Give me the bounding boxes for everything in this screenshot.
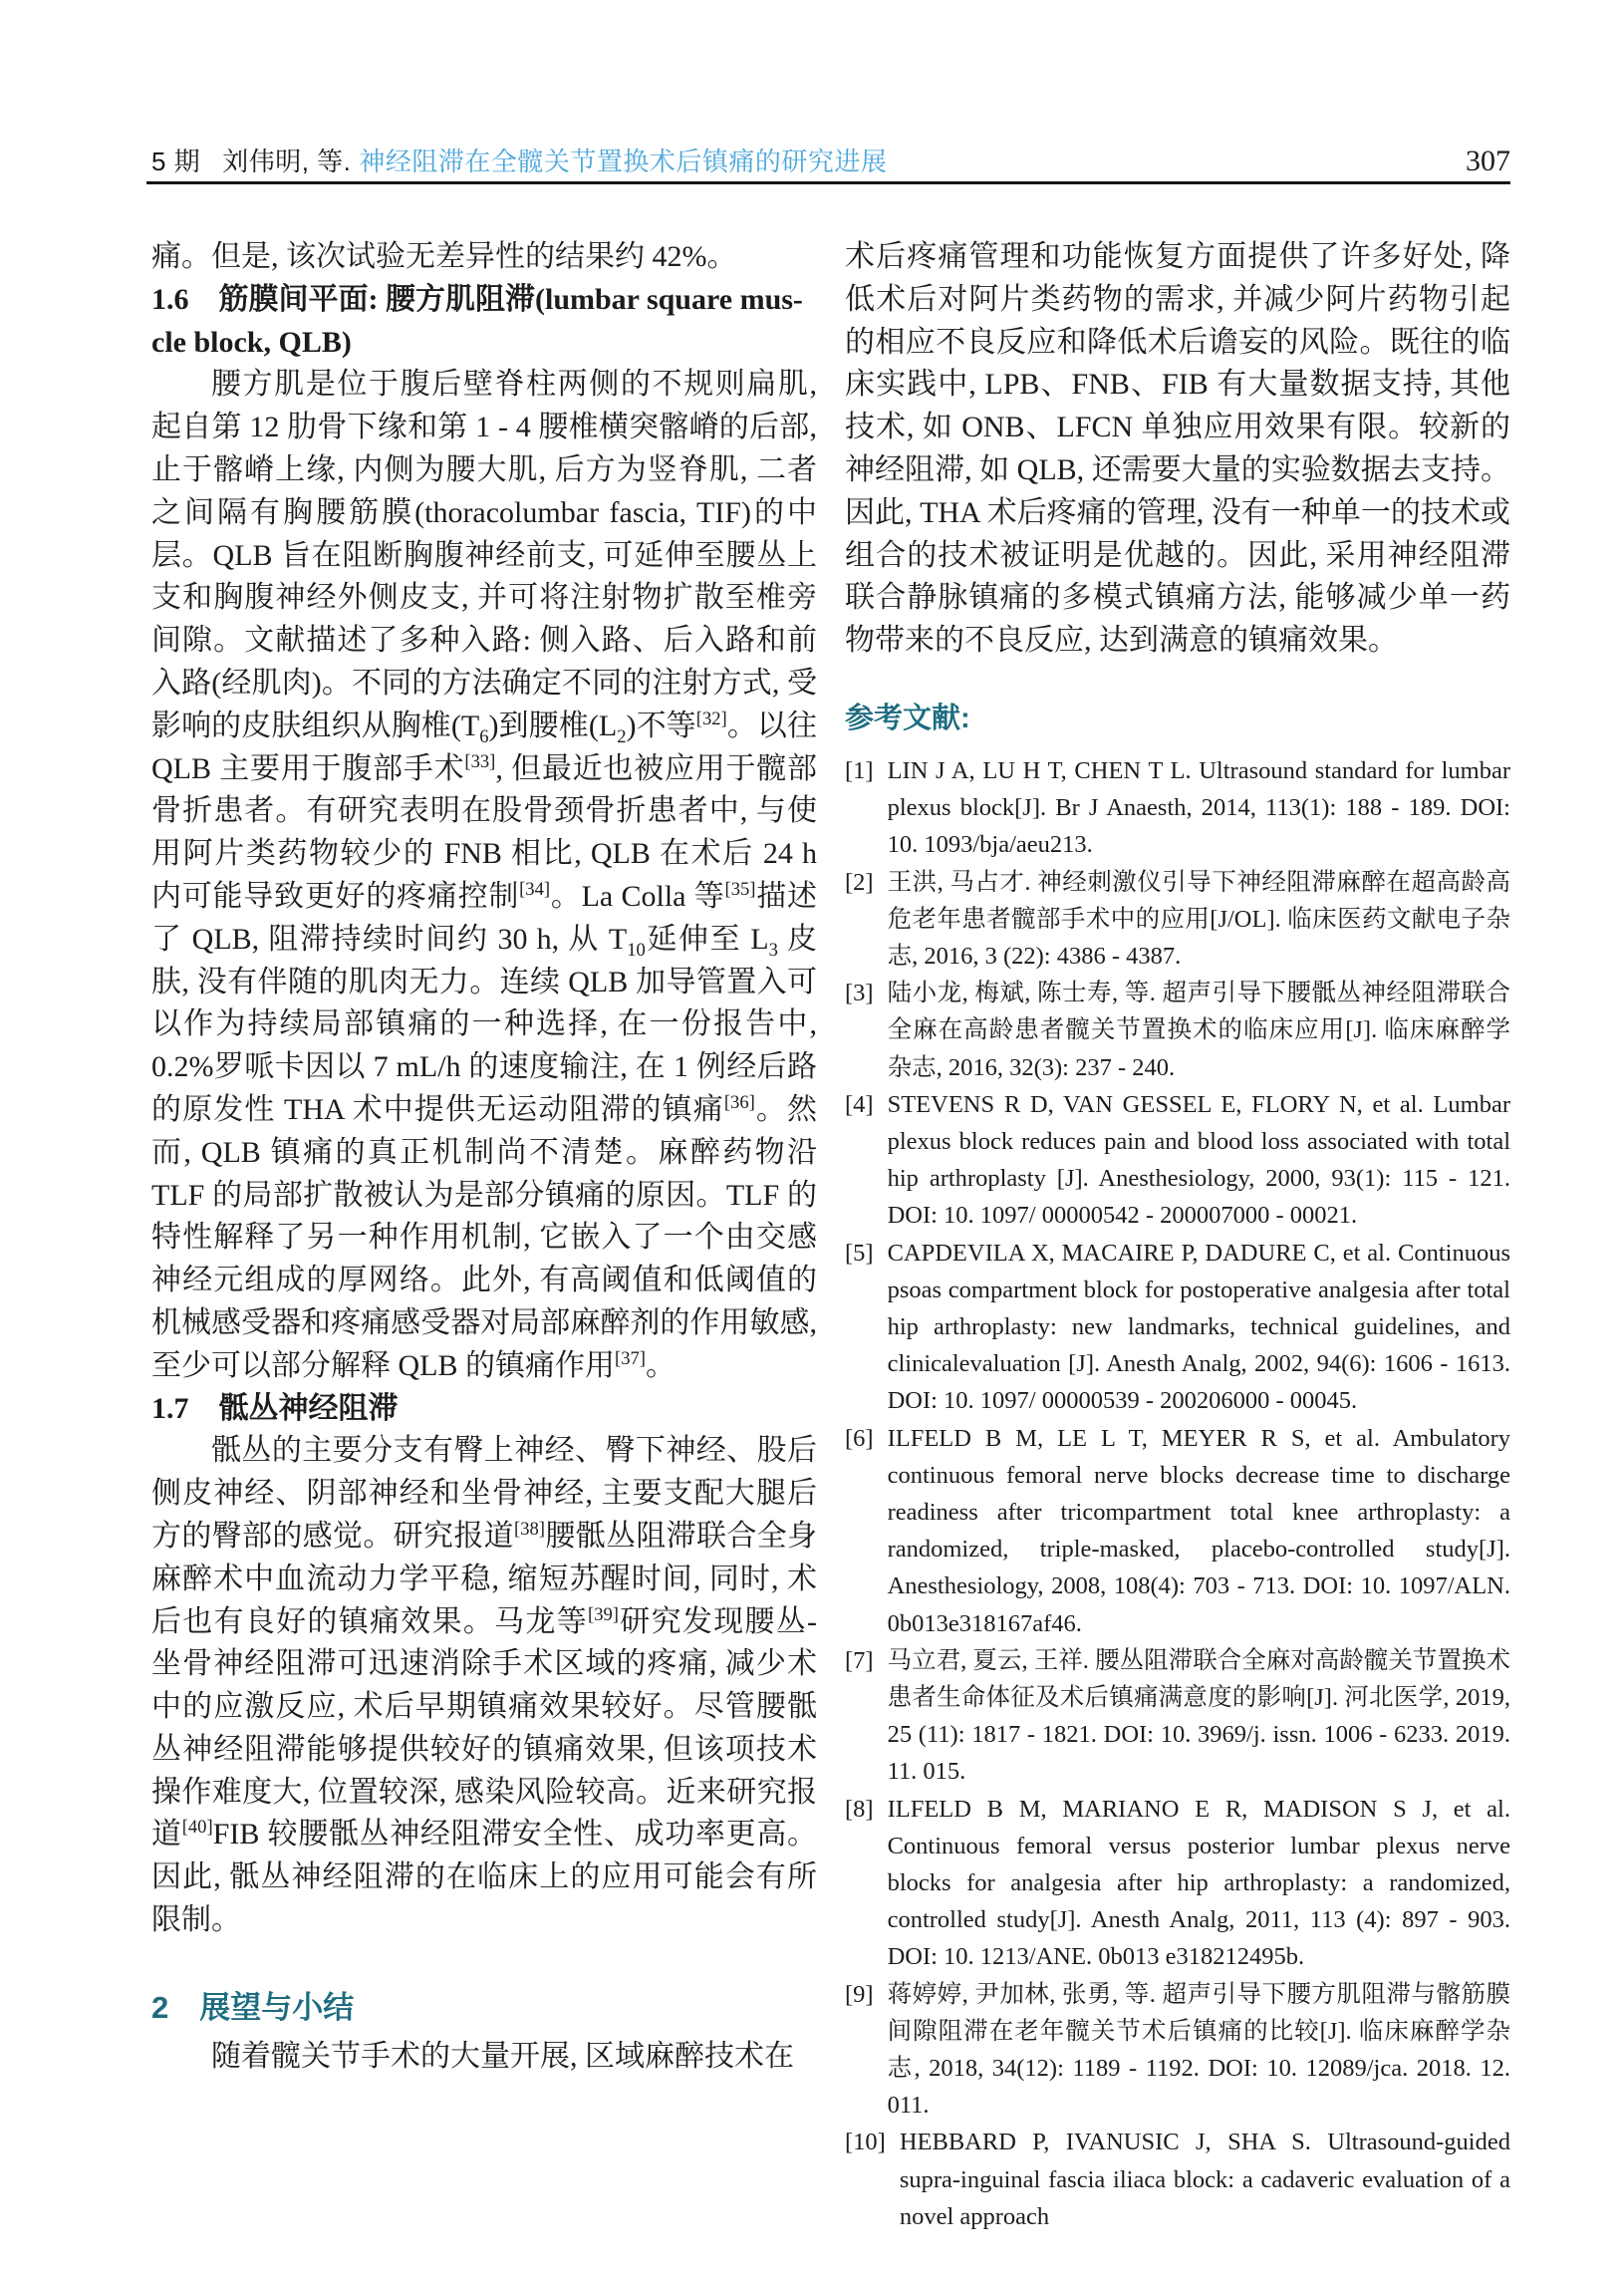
summary-paragraph [845,236,1510,663]
reference-text [888,1642,1510,1791]
citation-superscript: [38] [514,1518,545,1540]
citation-superscript: [37] [615,1347,646,1369]
text-run: ILFELD B M, MARIANO E R, MADISON S J, et al. Continuous femoral versus posterior lumbar plexus nerve blocks for analgesia after hip arthroplasty: a randomized, controlled study[J]. Anesth Analg, 2011, 113 (4): 897 - 903. DOI: 10. 1213/ANE. 0b013 e318212495b. [887,1795,1510,1971]
text-run: 2 展望与小结 [151,1989,355,2025]
text-run: 1.7 骶丛神经阻滞 [151,1391,399,1425]
text-run: CAPDEVILA X, MACAIRE P, DADURE C, et al. Continuous psoas compartment block for postoperative analgesia after total hip arthroplasty: new landmarks, technical guidelines, and clinicalevaluation [J]. Anesth Analg, 2002, 94(6): 1606 - 1613. DOI: 10. 1097/ 00000539 - 200206000 - 00045. [887,1239,1510,1415]
subscript: 2 [617,725,627,747]
text-run: STEVENS R D, VAN GESSEL E, FLORY N, et al. Lumbar plexus block reduces pain and blood loss associated with total hip arthroplasty [J]. Anesthesiology, 2000, 93(1): 115 - 121. DOI: 10. 1097/ 00000542 - 200007000 - 00021. [887,1090,1510,1230]
text-run: 。La Colla 等 [550,879,725,913]
reference-8 [845,1791,1510,1976]
text-run: 。然而, QLB 镇痛的真正机制尚不清楚。麻醉药物沿 TLF 的局部扩散被认为是部分镇痛的原因。TLF 的特性解释了另一种作用机制, 它嵌入了一个由交感神经元组成的厚网络。此外, 有高阈值和低阈值的机械感受器和疼痛感受器对局部麻醉剂的作用敏感, 至少可以部分解释 QLB 的镇痛作用 [151,1092,818,1382]
header-rule [146,181,1510,184]
reference-text [888,1235,1510,1420]
citation-superscript: [35] [724,878,756,900]
text-run: cle block, QLB) [151,325,352,359]
citation-superscript: [36] [723,1091,755,1113]
reference-9 [845,1976,1510,2125]
reference-2 [845,864,1510,976]
text-run: 腰骶丛阻滞联合全身麻醉术中血流动力学平稳, 缩短苏醒时间, 同时, 术后也有良好的镇痛效果。马龙等 [151,1519,818,1638]
text-run: )不等 [626,709,696,742]
reference-label: [3] [845,980,874,1007]
text-run: HEBBARD P, IVANUSIC J, SHA S. Ultrasound-guided supra-inguinal fascia iliaca block: a cadaveric evaluation of a novel approach [899,2129,1510,2230]
reference-text [888,1420,1510,1642]
subscript: 10 [627,939,646,961]
reference-label: [4] [845,1090,874,1118]
references-heading [845,699,1510,738]
text-run: 陆小龙, 梅斌, 陈士寿, 等. 超声引导下腰骶丛神经阻滞联合全麻在高龄患者髋关节置换术的临床应用[J]. 临床麻醉学杂志, 2016, 32(3): 237 - 240. [887,980,1510,1081]
reference-label: [2] [845,868,874,896]
text-run: 腰方肌是位于腹后壁脊柱两侧的不规则扁肌, 起自第 12 肋骨下缘和第 1 - 4 腰椎横突髂嵴的后部, 止于髂嵴上缘, 内侧为腰大肌, 后方为竖脊肌, 二者之间隔有胸腰筋膜(thoracolumbar fascia, TIF)的中层。QLB 旨在阻断胸腹神经前支, 可延伸至腰丛上支和胸腹神经外侧皮支, 并可将注射物扩散至椎旁间隙。文献描述了多种入路: 侧入路、后入路和前入路(经肌肉)。不同的方法确定不同的注射方式, 受影响的皮肤组织从胸椎(T [151,368,817,742]
sacral-plexus-paragraph [151,1430,817,1942]
text-run: LIN J A, LU H T, CHEN T L. Ultrasound standard for lumbar plexus block[J]. Br J Anaesth, 2014, 113(1): 188 - 189. DOI: 10. 1093/bja/aeu213. [887,756,1510,859]
text-run: , 但最近也被应用于髋部骨折患者。有研究表明在股骨颈骨折患者中, 与使用阿片类药物较少的 FNB 相比, QLB 在术后 24 h 内可能导致更好的疼痛控制 [151,751,818,913]
reference-label: [10] [845,2129,886,2156]
text-run: 皮肤, 没有伴随的肌肉无力。连续 QLB 加导管置入可以作为持续局部镇痛的一种选择, 在一份报告中, 0.2%罗哌卡因以 7 mL/h 的速度输注, 在 1 例经后路的原发性 THA 术中提供无运动阻滞的镇痛 [151,922,818,1126]
citation-superscript: [32] [695,708,727,729]
reference-4 [845,1086,1510,1235]
reference-3 [845,975,1510,1086]
text-run: 术后疼痛管理和功能恢复方面提供了许多好处, 降低术后对阿片类药物的需求, 并减少阿片药物引起的相应不良反应和降低术后谵妄的风险。既往的临床实践中, LPB、FNB、FIB 有大量数据支持, 其他技术, 如 ONB、LFCN 单独应用效果有限。较新的神经阻滞, 如 QLB, 还需要大量的实验数据去支持。因此, THA 术后疼痛的管理, 没有一种单一的技术或组合的技术被证明是优越的。因此, 采用神经阻滞联合静脉镇痛的多模式镇痛方法, 能够减少单一药物带来的不良反应, 达到满意的镇痛效果。 [845,240,1510,658]
reference-text [888,1791,1510,1976]
text-run: 延伸至 L [645,922,769,956]
qlb-paragraph [151,364,817,1387]
reference-10 [845,2124,1510,2235]
heading-1-6 [151,279,817,365]
reference-text [900,2124,1510,2235]
reference-text [888,864,1510,976]
text-run: 。 [645,1348,676,1382]
reference-7 [845,1642,1510,1791]
text-run: FIB 较腰骶丛神经阻滞安全性、成功率更高。因此, 骶丛神经阻滞的在临床上的应用可能会有所限制。 [151,1818,818,1937]
reference-text [888,752,1510,864]
authors-label: 刘伟明, 等. [222,146,352,176]
heading-2-outlook [151,1988,817,2028]
text-run: 。以往 QLB 主要用于腹部手术 [151,709,818,785]
text-run: 随着髋关节手术的大量开展, 区域麻醉技术在 [211,2039,794,2073]
text-run: 描述了 QLB, 阻滞持续时间约 30 h, 从 T [151,879,818,956]
citation-superscript: [33] [464,750,496,772]
article-title: 神经阻滞在全髋关节置换术后镇痛的研究进展 [359,146,888,176]
right-column [845,236,1510,2235]
text-run: ILFELD B M, LE L T, MEYER R S, et al. Ambulatory continuous femoral nerve blocks decrease time to discharge readiness after tricompartment total knee arthroplasty: a randomized, triple-masked, placebo-controlled study[J]. Anesthesiology, 2008, 108(4): 703 - 713. DOI: 10. 1097/ALN. 0b013e318167af46. [887,1424,1510,1637]
citation-superscript: [40] [181,1817,213,1839]
reference-text [888,975,1510,1086]
text-run: )到腰椎(L [488,709,618,742]
issue-label: 5 期 [151,146,201,176]
reference-label: [6] [845,1424,874,1452]
reference-label: [1] [845,756,874,784]
citation-superscript: [34] [519,878,551,900]
text-run: 痛。但是, 该次试验无差异性的结果约 42%。 [151,240,737,273]
reference-label: [9] [845,1980,874,2008]
continued-paragraph [151,236,817,279]
reference-5 [845,1235,1510,1420]
left-column [151,236,817,2079]
text-run: 1.6 筋膜间平面: 腰方肌阻滞(lumbar square mus- [151,282,803,316]
citation-superscript: [39] [588,1603,619,1625]
text-run: 研究发现腰丛-坐骨神经阻滞可迅速消除手术区域的疼痛, 减少术中的应激反应, 术后早期镇痛效果较好。尽管腰骶丛神经阻滞能够提供较好的镇痛效果, 但该项技术操作难度大, 位置较深, 感染风险较高。近来研究报道 [151,1604,817,1852]
page-header [151,142,1510,178]
reference-label: [7] [845,1646,874,1674]
page-number: 307 [1466,144,1510,177]
reference-label: [8] [845,1795,874,1823]
heading-1-7 [151,1388,817,1431]
text-run: 马立君, 夏云, 王祥. 腰丛阻滞联合全麻对高龄髋关节置换术患者生命体征及术后镇痛满意度的影响[J]. 河北医学, 2019, 25 (11): 1817 - 1821. DOI: 10. 3969/j. issn. 1006 - 6233. 2019. 11. 015. [887,1646,1510,1786]
text-run: 骶丛的主要分支有臀上神经、臀下神经、股后侧皮神经、阴部神经和坐骨神经, 主要支配大腿后方的臀部的感觉。研究报道 [151,1434,817,1553]
subscript: 3 [768,939,778,961]
reference-1 [845,752,1510,864]
outlook-paragraph [151,2036,817,2079]
reference-6 [845,1420,1510,1642]
reference-label: [5] [845,1239,874,1267]
reference-text [888,1086,1510,1235]
reference-text [888,1976,1510,2125]
running-head [151,142,887,178]
text-run: 蒋婷婷, 尹加林, 张勇, 等. 超声引导下腰方肌阻滞与髂筋膜间隙阻滞在老年髋关节术后镇痛的比较[J]. 临床麻醉学杂志, 2018, 34(12): 1189 - 1192. DOI: 10. 12089/jca. 2018. 12. 011. [887,1980,1510,2120]
subscript: 6 [479,725,489,747]
text-run: 参考文献: [845,702,970,734]
text-run: 王洪, 马占才. 神经刺激仪引导下神经阻滞麻醉在超高龄高危老年患者髋部手术中的应用[J/OL]. 临床医药文献电子杂志, 2016, 3 (22): 4386 - 4387. [887,868,1510,970]
